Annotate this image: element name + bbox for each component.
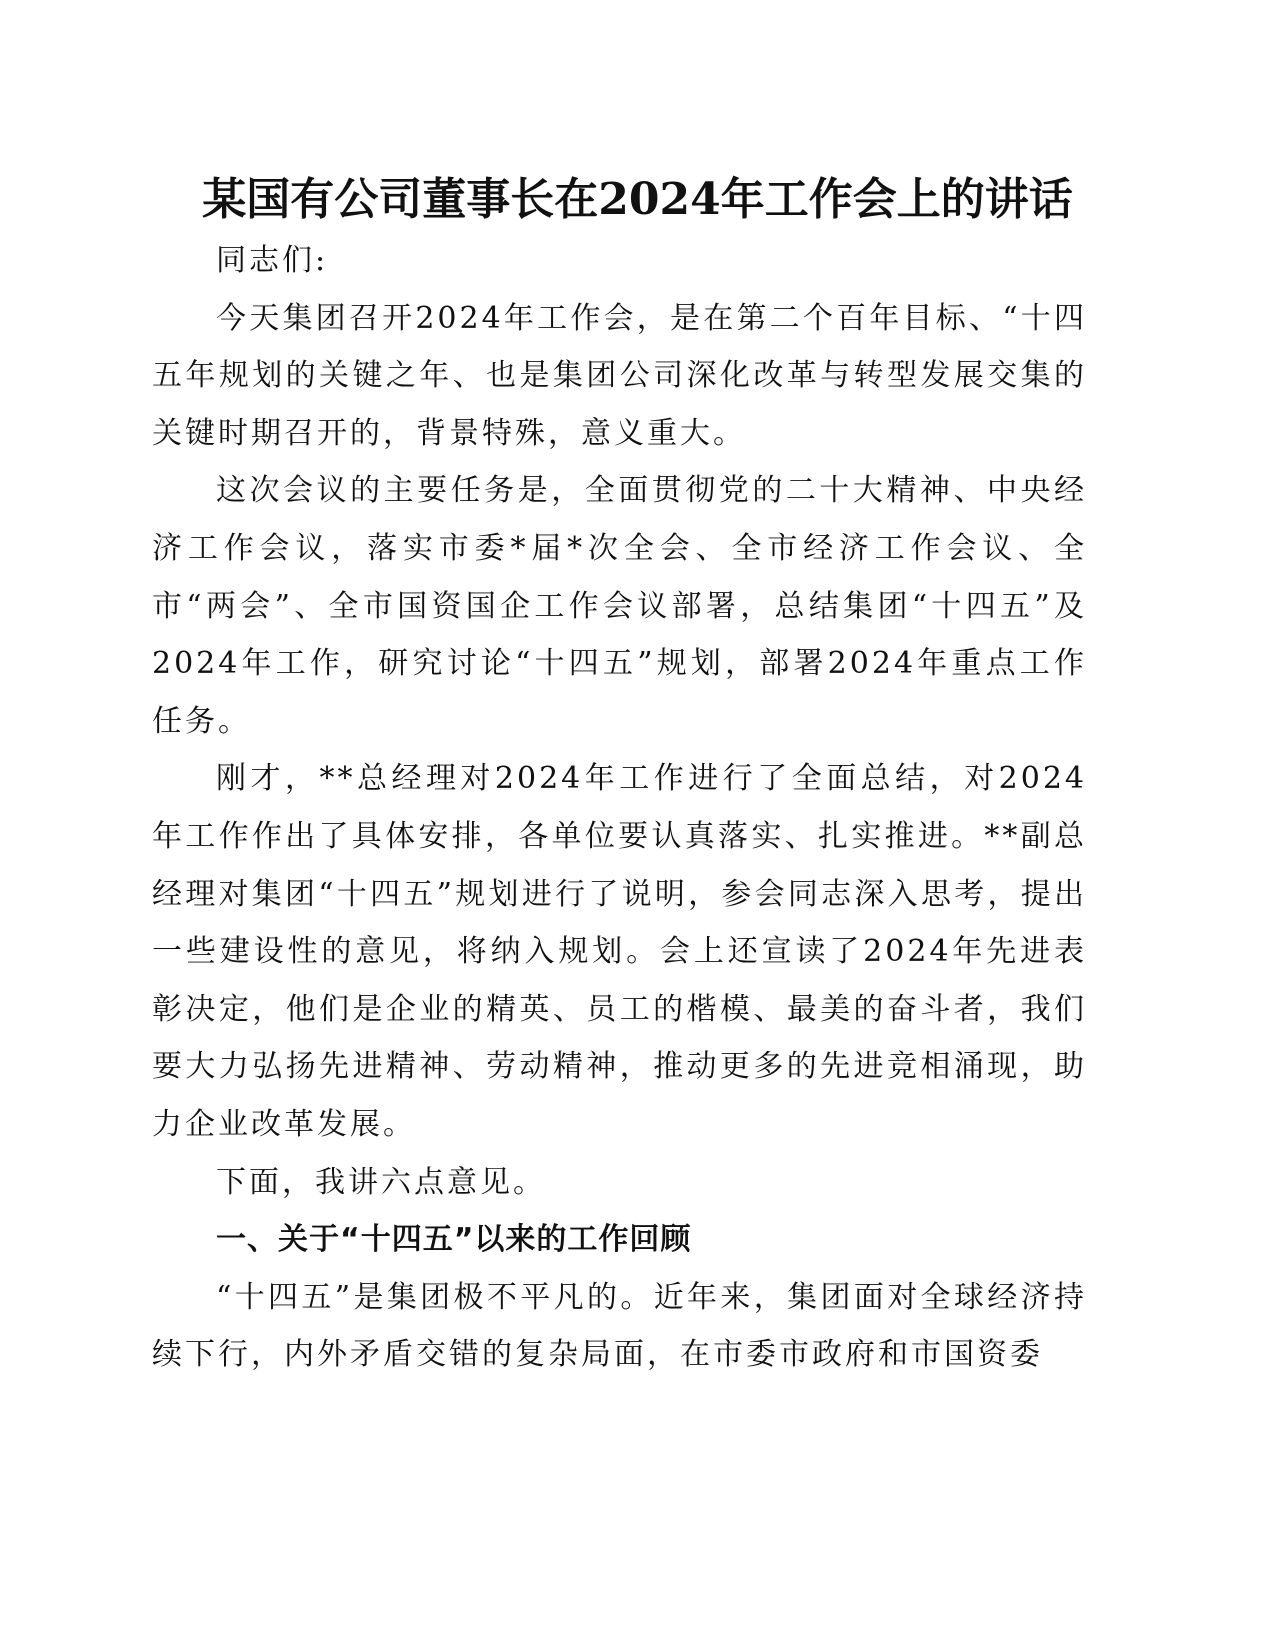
document-body: [152, 232, 1087, 1384]
paragraph: 今天集团召开2024年工作会，是在第二个百年目标、“十四五年规划的关键之年、也是集团公司深化改革与转型发展交集的关键时期召开的，背景特殊，意义重大。: [152, 300, 1087, 451]
paragraph: “十四五”是集团极不平凡的。近年来，集团面对全球经济持续下行，内外矛盾交错的复杂局面，在市委市政府和市国资委: [152, 1279, 1087, 1373]
paragraph: 刚才，**总经理对2024年工作进行了全面总结，对2024年工作作出了具体安排，各单位要认真落实、扎实推进。**副总经理对集团“十四五”规划进行了说明，参会同志深入思考，提出一些建设性的意见，将纳入规划。会上还宣读了2024年先进表彰决定，他们是企业的精英、员工的楷模、最美的奋斗者，我们要大力弘扬先进精神、劳动精神，推动更多的先进竞相涌现，助力企业改革发展。: [152, 761, 1087, 1142]
section-heading: 一、关于“十四五”以来的工作回顾: [216, 1222, 692, 1258]
paragraph: 这次会议的主要任务是，全面贯彻党的二十大精神、中央经济工作会议，落实市委*届*次全会、全市经济工作会议、全市“两会”、全市国资国企工作会议部署，总结集团“十四五”及2024年工作，研究讨论“十四五”规划，部署2024年重点工作任务。: [152, 473, 1087, 739]
document-title: 某国有公司董事长在2024年工作会上的讲话: [202, 174, 1073, 225]
salutation: 同志们:: [216, 243, 329, 278]
paragraph: 下面，我讲六点意见。: [216, 1164, 546, 1200]
